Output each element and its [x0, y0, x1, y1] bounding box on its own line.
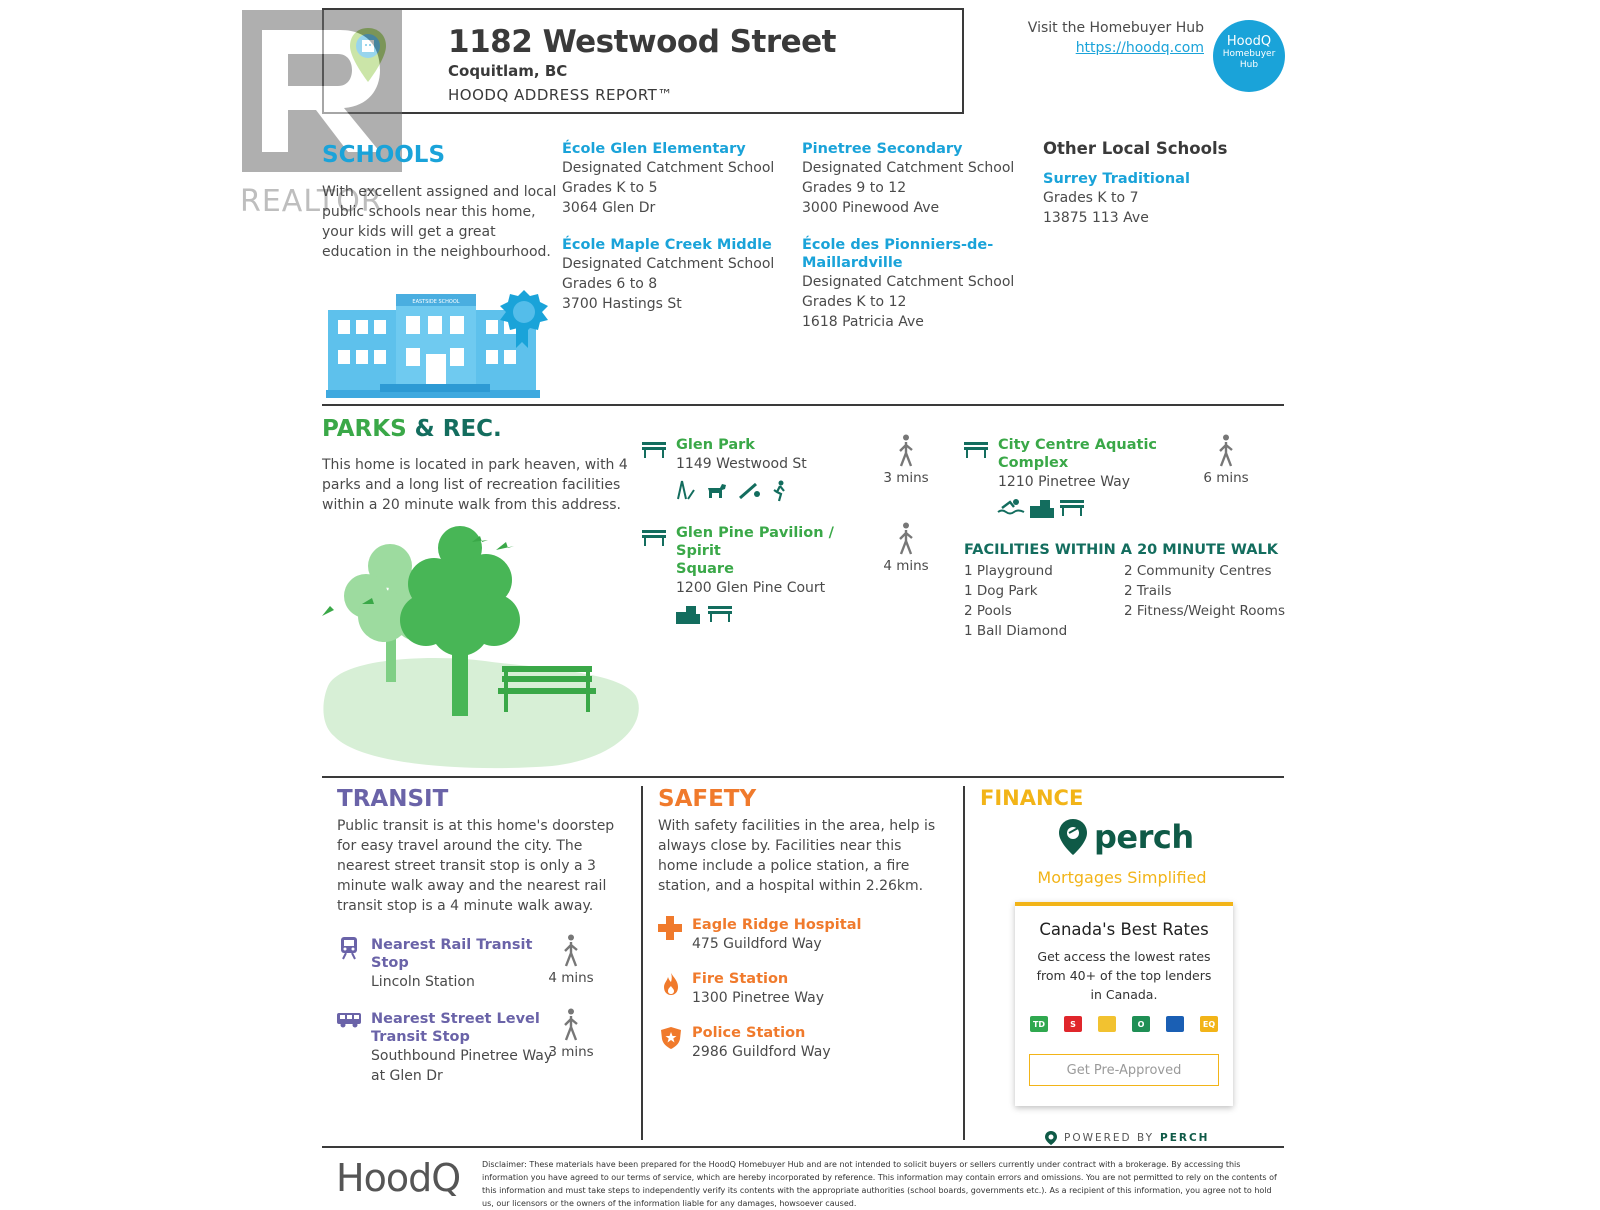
divider-safety-finance — [963, 786, 965, 1140]
safety-name[interactable]: Eagle Ridge Hospital — [692, 917, 862, 933]
hub-badge-line2: Homebuyer — [1222, 49, 1276, 59]
walking-person-icon — [1216, 434, 1236, 468]
hoodq-footer-logo: HoodQ — [336, 1156, 461, 1200]
hub-badge[interactable] — [1213, 20, 1285, 92]
perch-brand: perch — [1094, 818, 1194, 856]
park-item — [676, 436, 876, 502]
rates-card — [1015, 902, 1233, 1106]
facility-item: 2 Fitness/Weight Rooms — [1124, 603, 1285, 619]
schools-title: SCHOOLS — [322, 142, 446, 168]
park-walk-time: 4 mins — [883, 558, 929, 574]
hub-badge-line1: HoodQ — [1226, 34, 1272, 49]
trail-runner-icon — [772, 480, 788, 502]
safety-item — [692, 1024, 922, 1062]
community-centre-icon — [676, 604, 700, 624]
park-item — [676, 524, 876, 624]
park-walk-time: 3 mins — [883, 470, 929, 486]
safety-description: With safety facilities in the area, help is always close by. Facilities near this home include a police station, a fire station, and a hospital within 2.26km. — [658, 818, 936, 894]
school-name[interactable]: Pinetree Secondary — [802, 141, 963, 157]
address-title: 1182 Westwood Street — [448, 24, 836, 60]
realtor-watermark-text: REALTOR — [240, 184, 383, 219]
hub-link[interactable]: https://hoodq.com — [1075, 40, 1204, 56]
address-city: Coquitlam, BC — [448, 62, 568, 80]
parks-title-a: PARKS — [322, 416, 407, 442]
park-amenity-icons — [676, 604, 876, 624]
bench-icon — [964, 440, 988, 462]
walking-person-icon — [561, 1008, 581, 1042]
transit-rail-walk — [541, 934, 601, 986]
school-name[interactable]: École Glen Elementary — [562, 141, 746, 157]
safety-address: 475 Guildford Way — [692, 936, 822, 952]
parks-description: This home is located in park heaven, with 4 parks and a long list of recreation facilities within a 20 minute walk from this address. — [322, 457, 628, 513]
perch-small-pin-icon — [1044, 1130, 1058, 1146]
school-building-illustration — [326, 290, 556, 402]
finance-title: FINANCE — [980, 786, 1084, 810]
school-type: Designated Catchment School — [562, 256, 775, 272]
parks-title — [322, 416, 502, 442]
facility-item: 2 Pools — [964, 603, 1012, 619]
dog-icon — [706, 480, 728, 500]
community-centre-icon — [1030, 498, 1054, 518]
facilities-left-list — [964, 561, 1124, 641]
safety-name[interactable]: Fire Station — [692, 971, 789, 987]
school-type: Designated Catchment School — [802, 160, 1015, 176]
park-name-line1: Glen Pine Pavilion / Spirit — [676, 525, 834, 559]
rates-card-text: Get access the lowest rates from 40+ of the top lenders in Canada. — [1036, 949, 1212, 1002]
school-name[interactable]: École Maple Creek Middle — [562, 237, 772, 253]
police-badge-icon — [660, 1026, 682, 1054]
report-label: HOODQ ADDRESS REPORT™ — [448, 86, 673, 104]
school-item — [562, 140, 792, 218]
transit-title: TRANSIT — [337, 786, 449, 812]
other-schools-title: Other Local Schools — [1043, 139, 1228, 158]
other-school-item — [1043, 170, 1283, 228]
other-school-grades: Grades K to 7 — [1043, 190, 1139, 206]
transit-street-name-line2: Transit Stop — [371, 1029, 470, 1045]
walking-person-icon — [896, 434, 916, 468]
park-amenity-icons — [998, 498, 1198, 518]
bench-small-icon — [1060, 498, 1084, 516]
transit-street-name[interactable] — [371, 1010, 561, 1046]
park-amenity-icons — [676, 480, 876, 502]
school-item — [802, 140, 1032, 218]
lender-logo-td: TD — [1030, 1016, 1048, 1032]
safety-address: 2986 Guildford Way — [692, 1044, 831, 1060]
school-grades: Grades K to 5 — [562, 180, 658, 196]
transit-rail-name[interactable] — [371, 936, 551, 972]
footer-disclaimer: Disclaimer: These materials have been prepared for the HoodQ Homebuyer Hub and are not intended to solicit buyers or sellers currently under contract with a brokerage. By accessing this information you have agreed to our terms of service, which are hereby incorporated by reference. This information may contain errors and omissions. You are not permitted to rely on the contents of this information and must take steps to independently verify its contents with the appropriate authorities (school boards, governments etc.). As a recipient of this information, you agree not to hold us, our licensors or the owners of the information liable for any damages, howsoever caused. — [482, 1160, 1277, 1208]
perch-pin-icon — [1058, 818, 1088, 856]
park-name-line1: City Centre Aquatic — [998, 437, 1158, 453]
school-sign-text: EASTSIDE SCHOOL — [412, 299, 460, 305]
facility-item: 2 Trails — [1124, 583, 1172, 599]
divider-parks-bottom — [322, 776, 1284, 778]
transit-rail-name-line1: Nearest Rail Transit — [371, 937, 533, 953]
school-name-line1: École des Pionniers-de- — [802, 237, 994, 253]
transit-street-detail-line1: Southbound Pinetree Way — [371, 1048, 553, 1064]
transit-rail-walk-time: 4 mins — [548, 970, 594, 986]
transit-description: Public transit is at this home's doorstep for easy travel around the city. The nearest street transit stop is only a 3 minute walk away and the nearest rail transit stop is a 4 minute walk away. — [337, 818, 615, 914]
facility-item: 2 Community Centres — [1124, 563, 1272, 579]
walking-person-icon — [896, 522, 916, 556]
park-address: 1210 Pinetree Way — [998, 474, 1131, 490]
train-icon — [340, 936, 358, 964]
school-address: 3000 Pinewood Ave — [802, 200, 940, 216]
perch-logo — [1058, 818, 1194, 856]
school-name[interactable] — [802, 236, 1032, 272]
hospital-cross-icon — [658, 916, 682, 944]
perch-tagline: Mortgages Simplified — [1037, 868, 1207, 887]
safety-name[interactable]: Police Station — [692, 1025, 806, 1041]
facility-item: 1 Playground — [964, 563, 1053, 579]
bench-icon — [642, 440, 666, 462]
walking-person-icon — [561, 934, 581, 968]
rates-card-title: Canada's Best Rates — [1039, 920, 1209, 939]
school-item — [562, 236, 792, 314]
school-address: 1618 Patricia Ave — [802, 314, 924, 330]
facility-item: 1 Ball Diamond — [964, 623, 1068, 639]
school-name-line2: Maillardville — [802, 255, 903, 271]
bench-small-icon — [708, 604, 732, 622]
bus-icon — [336, 1012, 362, 1032]
powered-by-brand: PERCH — [1160, 1132, 1210, 1144]
park-name[interactable]: Glen Park — [676, 437, 755, 453]
park-illustration — [322, 536, 642, 772]
transit-street-name-line1: Nearest Street Level — [371, 1011, 540, 1027]
school-type: Designated Catchment School — [562, 160, 775, 176]
powered-by-text: POWERED BY — [1064, 1132, 1155, 1144]
park-name[interactable] — [676, 524, 876, 578]
transit-street-item — [371, 1010, 561, 1086]
school-item — [802, 236, 1032, 332]
pool-icon — [998, 498, 1024, 516]
transit-street-walk — [541, 1008, 601, 1060]
hub-text: Visit the Homebuyer Hub — [1027, 20, 1204, 36]
park-name-line2: Square — [676, 561, 734, 577]
school-grades: Grades 6 to 8 — [562, 276, 658, 292]
safety-title: SAFETY — [658, 786, 757, 812]
lender-logo-arrow — [1166, 1016, 1184, 1032]
safety-item — [692, 970, 922, 1008]
park-name-line2: Complex — [998, 455, 1069, 471]
park-walk — [876, 522, 936, 574]
school-type: Designated Catchment School — [802, 274, 1015, 290]
divider-schools-parks — [322, 404, 1284, 406]
divider-transit-safety — [641, 786, 643, 1140]
park-address: 1200 Glen Pine Court — [676, 580, 826, 596]
transit-rail-item — [371, 936, 551, 992]
park-address: 1149 Westwood St — [676, 456, 807, 472]
school-grades: Grades 9 to 12 — [802, 180, 907, 196]
ball-diamond-icon — [738, 480, 762, 500]
facilities-right-list — [1124, 561, 1294, 621]
fire-icon — [662, 972, 680, 1000]
safety-item — [692, 916, 922, 954]
powered-by-perch — [1044, 1130, 1209, 1146]
other-school-address: 13875 113 Ave — [1043, 210, 1149, 226]
school-grades: Grades K to 12 — [802, 294, 907, 310]
park-walk — [876, 434, 936, 486]
parks-title-b: & REC. — [406, 416, 502, 442]
transit-rail-detail: Lincoln Station — [371, 974, 475, 990]
lender-logo-eq: EQ — [1200, 1016, 1218, 1032]
other-school-name[interactable]: Surrey Traditional — [1043, 171, 1190, 187]
schools-description: With excellent assigned and local public schools near this home, your kids will get a great education in the neighbourhood. — [322, 184, 557, 260]
transit-street-detail-line2: at Glen Dr — [371, 1068, 443, 1084]
school-address: 3700 Hastings St — [562, 296, 682, 312]
park-walk-time: 6 mins — [1203, 470, 1249, 486]
lender-logos — [1015, 1016, 1233, 1032]
lender-logo-scotia: S — [1064, 1016, 1082, 1032]
facilities-title: FACILITIES WITHIN A 20 MINUTE WALK — [964, 542, 1278, 558]
lender-logo-circle: O — [1132, 1016, 1150, 1032]
park-item — [998, 436, 1198, 518]
park-name[interactable] — [998, 436, 1198, 472]
park-walk — [1196, 434, 1256, 486]
facility-item: 1 Dog Park — [964, 583, 1038, 599]
lender-logo-shield — [1098, 1016, 1116, 1032]
bench-icon — [642, 528, 666, 550]
transit-street-walk-time: 3 mins — [548, 1044, 594, 1060]
transit-rail-name-line2: Stop — [371, 955, 409, 971]
playground-icon — [676, 480, 696, 500]
school-address: 3064 Glen Dr — [562, 200, 656, 216]
get-pre-approved-button[interactable]: Get Pre-Approved — [1029, 1054, 1219, 1086]
safety-address: 1300 Pinetree Way — [692, 990, 825, 1006]
hub-badge-line3: Hub — [1239, 60, 1259, 70]
divider-footer — [322, 1146, 1284, 1148]
